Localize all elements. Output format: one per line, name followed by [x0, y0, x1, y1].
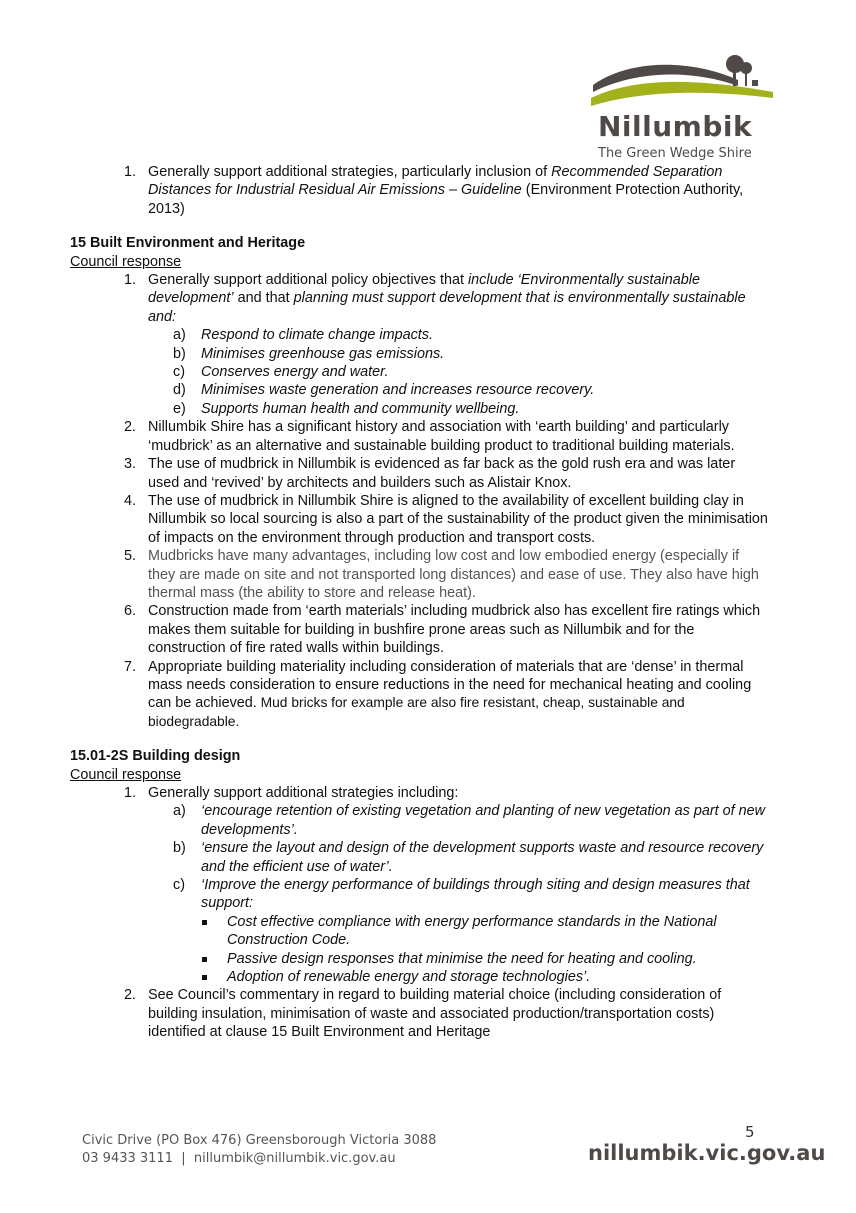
- sub-letter: d): [173, 382, 186, 399]
- list-number: 1.: [124, 272, 137, 289]
- sub-item: [70, 345, 770, 363]
- item-text-italic: planning must support development that is environmentally sustainable and:: [148, 290, 746, 325]
- item-text: See Council’s commentary in regard to building material choice (including consideration of building insulation, minimisation of waste and associated production/transportation costs) identified at clause 15 Built Environment and Heritage: [148, 987, 722, 1041]
- bullet-text: Cost effective compliance with energy performance standards in the National Construction Code.: [227, 913, 717, 949]
- item-text: Appropriate building materiality including consideration of materials that are ‘dense’ in thermal mass needs consideration to ensure reductions in the need for mechanical heating and cooling can be achieved.: [148, 658, 752, 712]
- item-text-italic: Recommended Separation Distances for Industrial Residual Air Emissions – Guideline: [148, 164, 723, 199]
- item-text: (Environment Protection Authority, 2013): [148, 182, 744, 217]
- bullet-text: Passive design responses that minimise the need for heating and cooling.: [227, 950, 697, 967]
- list-number: 2.: [124, 419, 137, 436]
- bullet-text: Adoption of renewable energy and storage technologies’.: [227, 969, 591, 986]
- footer-website: nillumbik.vic.gov.au: [588, 1141, 826, 1165]
- list-item: [70, 986, 770, 1041]
- sub-letter: c): [173, 877, 185, 894]
- section-heading-built-environment: 15 Built Environment and Heritage: [70, 235, 306, 252]
- list-item: [70, 163, 770, 218]
- sub-text: Conserves energy and water.: [201, 364, 389, 381]
- list-number: 4.: [124, 492, 137, 509]
- sub-letter: b): [173, 345, 186, 362]
- list-item: [70, 547, 770, 602]
- item-text: Construction made from ‘earth materials’ including mudbrick also has excellent fire ratings which makes them suitable for building in bushfire prone areas such as Nillumbik and for the construction of fire rated walls within buildings.: [148, 603, 761, 657]
- sub-text: ‘ensure the layout and design of the development supports waste and resource recovery and the efficient use of water’.: [201, 840, 764, 875]
- list-number: 5.: [124, 548, 137, 565]
- item-text: Generally support additional strategies, particularly inclusion of: [148, 164, 552, 180]
- square-bullet-icon: [202, 957, 207, 962]
- list-number: 7.: [124, 658, 137, 675]
- footer-address: Civic Drive (PO Box 476) Greensborough Victoria 3088: [82, 1133, 437, 1148]
- council-response-label: Council response: [70, 766, 182, 783]
- sub-letter: a): [173, 327, 186, 344]
- square-bullet-icon: [202, 975, 207, 980]
- sub-text: Supports human health and community wellbeing.: [201, 400, 520, 417]
- list-number: 1.: [124, 164, 137, 180]
- list-number: 6.: [124, 603, 137, 620]
- sub-letter: e): [173, 400, 186, 417]
- item-text: The use of mudbrick in Nillumbik Shire is aligned to the availability of excellent building clay in Nillumbik so local sourcing is also a part of the sustainability of the product given the minimisation of impacts on the environment through production and transport costs.: [148, 492, 768, 546]
- footer-phone-email: 03 9433 3111 | nillumbik@nillumbik.vic.gov.au: [82, 1151, 396, 1166]
- landscape-logo-icon: [588, 50, 778, 110]
- logo-wordmark: Nillumbik: [598, 110, 753, 143]
- item-text-italic: include ‘Environmentally sustainable development’: [148, 272, 700, 307]
- list-item: [70, 418, 770, 455]
- sub-item: [70, 876, 770, 913]
- sub-item: [70, 363, 770, 381]
- sub-item: [70, 326, 770, 344]
- list-number: 1.: [124, 785, 137, 801]
- list-item: [70, 271, 770, 326]
- list-item: [70, 492, 770, 547]
- section-heading-building-design: 15.01-2S Building design: [70, 748, 241, 765]
- item-text: The use of mudbrick in Nillumbik is evidenced as far back as the gold rush era and was later used and ‘revived’ by architects and builders such as Alistair Knox.: [148, 456, 736, 491]
- sub-item: [70, 839, 770, 876]
- list-item: [70, 784, 770, 802]
- sub-text: Respond to climate change impacts.: [201, 327, 433, 344]
- sub-text: ‘encourage retention of existing vegetation and planting of new vegetation as part of new developments’.: [201, 803, 766, 838]
- council-response-label: Council response: [70, 253, 182, 270]
- footer-contact: [82, 1132, 436, 1168]
- nillumbik-logo: [588, 50, 778, 162]
- list-item: [70, 455, 770, 492]
- page-number: 5: [745, 1123, 755, 1141]
- bullet-item: [70, 913, 770, 950]
- bullet-item: [70, 950, 770, 968]
- sub-letter: c): [173, 364, 185, 381]
- sub-item: [70, 381, 770, 399]
- item-text: Generally support additional policy objectives that: [148, 272, 468, 289]
- list-item: [70, 602, 770, 657]
- document-body: [70, 163, 770, 1042]
- item-text: Mudbricks have many advantages, including low cost and low embodied energy (especially if they are made on site and not transported long distances) and ease of use. They also have high thermal mass (the ability to store and release heat).: [148, 548, 759, 601]
- sub-text: ‘Improve the energy performance of buildings through siting and design measures that support:: [201, 877, 750, 912]
- logo-tagline: The Green Wedge Shire: [598, 146, 752, 161]
- sub-text: Minimises greenhouse gas emissions.: [201, 345, 445, 362]
- item-text: and that: [233, 290, 294, 307]
- sub-letter: b): [173, 840, 186, 857]
- item-text: Mud bricks for example are also fire resistant, cheap, sustainable and biodegradable.: [148, 695, 685, 729]
- bullet-item: [70, 968, 770, 986]
- sub-item: [70, 400, 770, 418]
- sub-text: Minimises waste generation and increases resource recovery.: [201, 382, 595, 399]
- item-text: Nillumbik Shire has a significant history and association with ‘earth building’ and particularly ‘mudbrick’ as an alternative and sustainable building product to traditional building materials.: [148, 419, 735, 454]
- sub-letter: a): [173, 803, 186, 820]
- list-item: [70, 658, 770, 732]
- list-number: 3.: [124, 456, 137, 473]
- square-bullet-icon: [202, 920, 207, 925]
- item-text: Generally support additional strategies including:: [148, 785, 459, 801]
- sub-item: [70, 802, 770, 839]
- list-number: 2.: [124, 987, 137, 1004]
